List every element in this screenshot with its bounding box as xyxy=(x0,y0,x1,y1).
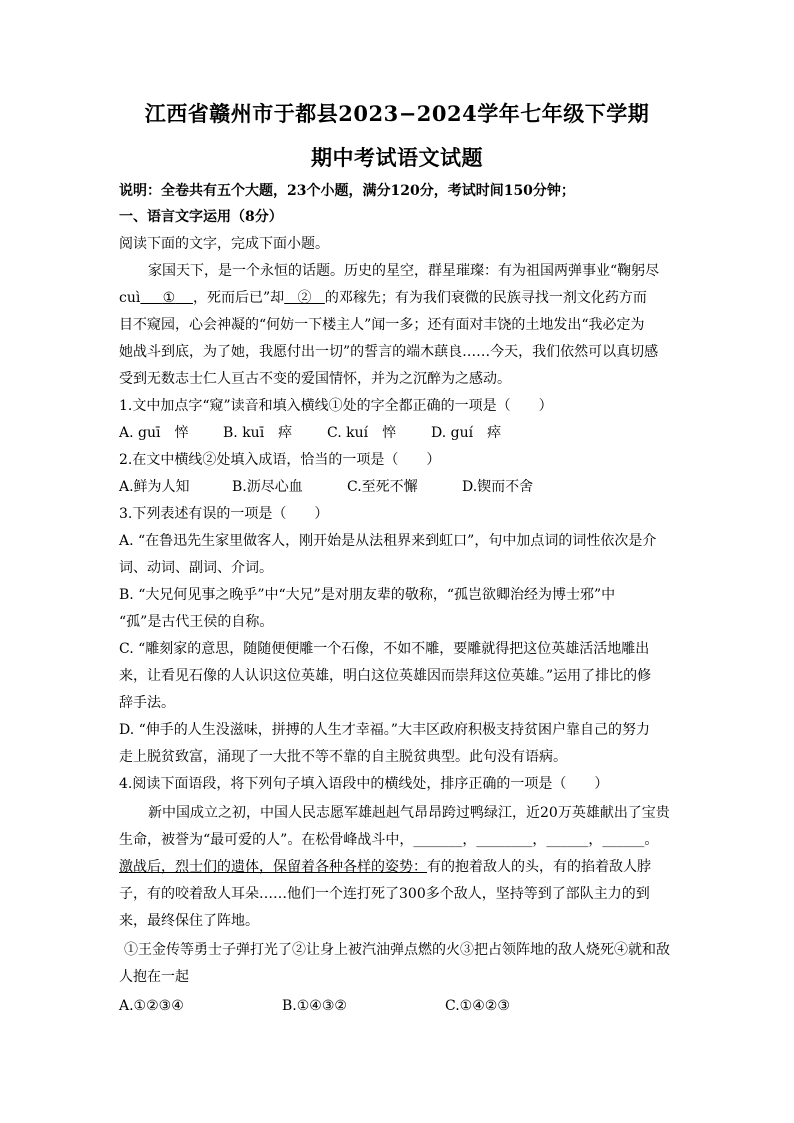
question-3-option-c-cont: 来，让看见石像的人认识这位英雄，明白这位英雄因而崇拜这位英雄。”运用了排比的修 xyxy=(119,668,652,684)
option-a[interactable]: A.①②③④ xyxy=(119,998,184,1014)
option-d[interactable]: D. guí 瘁 xyxy=(431,425,502,441)
question-1-options xyxy=(119,423,501,443)
passage-line: 新中国成立之初，中国人民志愿军雄赳赳气昂昂跨过鸭绿江，近20万英雄献出了宝贵 xyxy=(148,805,670,821)
passage-line: 她战斗到底，为了她，我愿付出一切”的誓言的端木蕻良……今天，我们依然可以真切感 xyxy=(119,344,659,360)
pinyin-text: cuì xyxy=(119,290,141,306)
page-title: 江西省赣州市于都县2023−2024学年七年级下学期 xyxy=(144,101,650,126)
blank-1: ① xyxy=(162,290,176,306)
question-3-option-c-cont: 辞手法。 xyxy=(119,695,175,711)
passage-line: 子，有的咬着敌人耳朵……他们一个连打死了300多个敌人，坚持等到了部队主力的到 xyxy=(119,886,650,902)
section-heading: 一、语言文字运用（8分） xyxy=(119,209,283,225)
page-subtitle: 期中考试语文试题 xyxy=(311,145,483,170)
question-3-option-b-cont: “孤”是古代王侯的自称。 xyxy=(119,614,274,630)
sentence-list-cont: 人抱在一起 xyxy=(119,969,189,985)
question-2-stem: 2.在文中横线②处填入成语，恰当的一项是（ ） xyxy=(119,452,441,468)
option-c[interactable]: C.至死不懈 xyxy=(347,479,418,495)
question-3-stem: 3.下列表述有误的一项是（ ） xyxy=(119,506,329,522)
question-1-stem: 1.文中加点字“窥”读音和填入横线①处的字全都正确的一项是（ ） xyxy=(119,398,553,414)
passage-line: 来，最终保住了阵地。 xyxy=(119,913,259,929)
passage-line: cuì ① ，死而后已”却 ② 的邓稼先；有为我们衰微的民族寻找一剂文化药方而 xyxy=(119,290,647,306)
option-c[interactable]: C.①④②③ xyxy=(445,998,510,1014)
option-a[interactable]: A. guī 悴 xyxy=(119,425,189,441)
reading-intro: 阅读下面的文字，完成下面小题。 xyxy=(119,236,329,252)
question-4-stem: 4.阅读下面语段，将下列句子填入语段中的横线处，排序正确的一项是（ ） xyxy=(119,776,609,792)
passage-line: 目不窥园，心会神凝的“何妨一下楼主人”闻一多；还有面对丰饶的土地发出“我必定为 xyxy=(119,317,645,333)
question-3-option-d[interactable]: D. “伸手的人生没滋味，拼搏的人生才幸福。”大丰区政府积极支持贫困户靠自己的努力 xyxy=(119,722,650,738)
question-2-options xyxy=(119,477,533,497)
passage-line: 生命，被誉为“最可爱的人”。在松骨峰战斗中，_______，________，______，______。 xyxy=(119,832,659,848)
option-d[interactable]: D.锲而不舍 xyxy=(462,479,534,495)
passage-line: 家国天下，是一个永恒的话题。历史的星空，群星璀璨：有为祖国两弹事业“鞠躬尽 xyxy=(148,263,660,279)
passage-line: 激战后，烈士们的遗体，保留着各种各样的姿势：有的抱着敌人的头，有的掐着敌人脖 xyxy=(119,859,651,875)
option-c[interactable]: C. kuí 悴 xyxy=(327,425,397,441)
underlined-sentence: 激战后，烈士们的遗体，保留着各种各样的姿势： xyxy=(119,859,427,875)
blank-2: ② xyxy=(297,290,312,306)
question-3-option-a[interactable]: A. “在鲁迅先生家里做客人，刚开始是从法租界来到虹口”，句中加点词的词性依次是介 xyxy=(119,533,657,549)
sentence-list: ①王金传等勇士子弹打光了②让身上被汽油弹点燃的火③把占领阵地的敌人烧死④就和敌 xyxy=(124,942,670,958)
option-b[interactable]: B.①④③② xyxy=(282,998,347,1014)
question-3-option-b[interactable]: B. “大兄何见事之晚乎”中“大兄”是对朋友辈的敬称，“孤岂欲卿治经为博士邪”中 xyxy=(119,587,616,603)
option-a[interactable]: A.鲜为人知 xyxy=(119,479,190,495)
question-4-options xyxy=(119,996,510,1016)
question-3-option-d-cont: 走上脱贫致富，涌现了一大批不等不靠的自主脱贫典型。此句没有语病。 xyxy=(119,749,567,765)
question-3-option-c[interactable]: C. “雕刻家的意思，随随便便雕一个石像，不如不雕，要雕就得把这位英雄活活地雕出 xyxy=(119,641,650,657)
option-b[interactable]: B.沥尽心血 xyxy=(232,479,303,495)
option-b[interactable]: B. kuī 瘁 xyxy=(223,425,293,441)
passage-line: 受到无数志士仁人亘古不变的爱国情怀，并为之沉醉为之感动。 xyxy=(119,371,511,387)
question-3-option-a-cont: 词、动词、副词、介词。 xyxy=(119,560,273,576)
exam-instructions: 说明：全卷共有五个大题，23个小题，满分120分，考试时间150分钟； xyxy=(119,183,575,199)
